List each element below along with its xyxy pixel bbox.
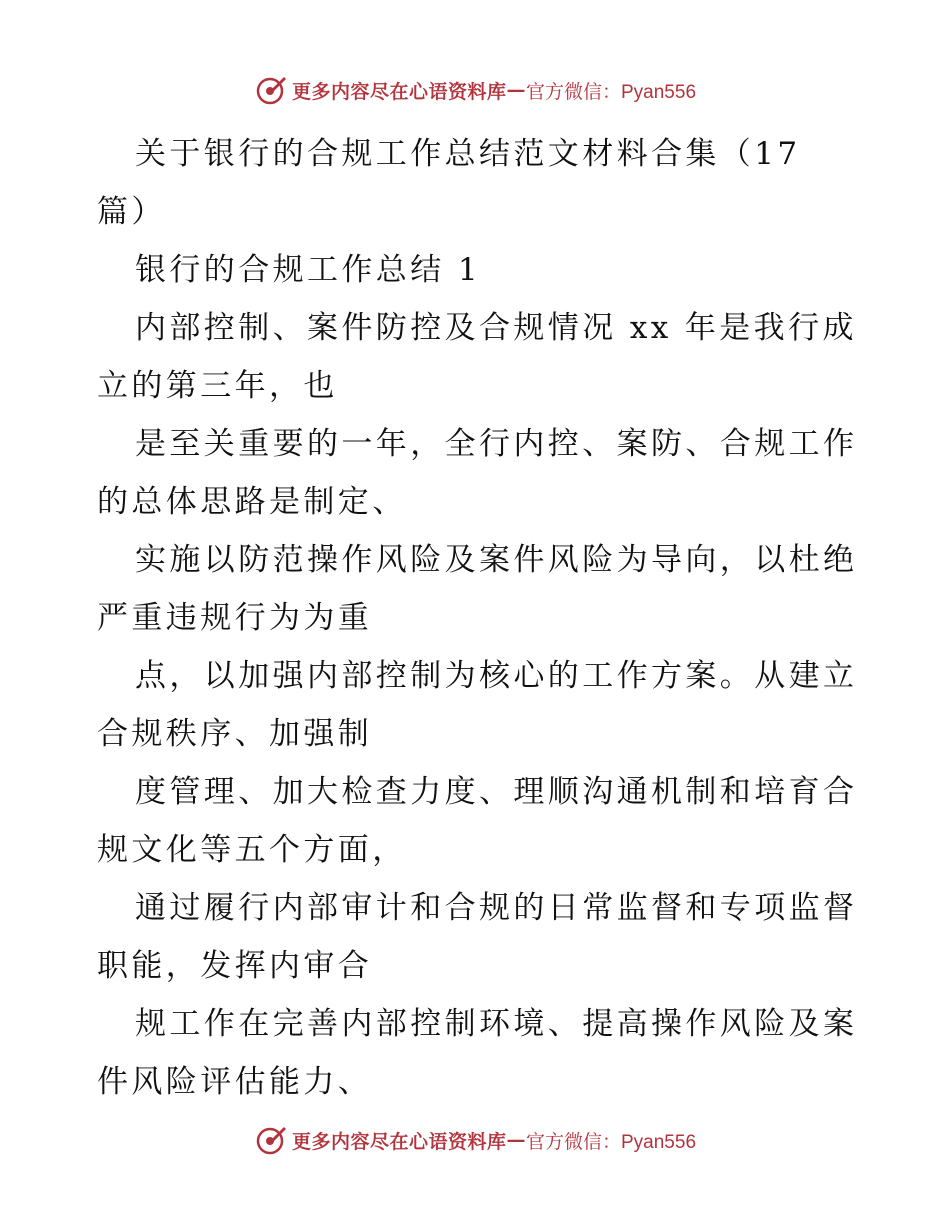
- banner-dash: —: [506, 79, 526, 101]
- banner-wechat-text: 官方微信：Pyan556: [526, 81, 697, 103]
- banner-site-text: 更多内容尽在心语资料库: [291, 1130, 507, 1153]
- body-paragraph: 度管理、加大检查力度、理顺沟通机制和培育合 规文化等五个方面，: [97, 774, 858, 868]
- banner-dash: —: [506, 1129, 526, 1151]
- body-paragraph: 实施以防范操作风险及案件风险为导向，以杜绝 严重违规行为为重: [97, 542, 858, 636]
- banner-wechat-text: 官方微信：Pyan556: [526, 1131, 697, 1153]
- section-heading: 银行的合规工作总结 1: [135, 252, 481, 288]
- document-body: [97, 125, 857, 1111]
- body-paragraph: 是至关重要的一年，全行内控、案防、合规工作 的总体思路是制定、: [97, 426, 858, 520]
- body-paragraph: 通过履行内部审计和合规的日常监督和专项监督 职能，发挥内审合: [97, 890, 858, 984]
- body-paragraph: 内部控制、案件防控及合规情况 xx 年是我行成 立的第三年，也: [97, 310, 857, 404]
- header-watermark-banner: [0, 70, 950, 110]
- footer-watermark-banner: [0, 1120, 950, 1160]
- doc-title: 关于银行的合规工作总结范文材料合集（17 篇）: [97, 136, 801, 230]
- pen-logo-icon: [254, 1123, 288, 1157]
- body-paragraph: 规工作在完善内部控制环境、提高操作风险及案 件风险评估能力、: [97, 1006, 858, 1100]
- body-paragraph: 点，以加强内部控制为核心的工作方案。从建立 合规秩序、加强制: [97, 658, 858, 752]
- pen-logo-icon: [254, 73, 288, 107]
- banner-site-text: 更多内容尽在心语资料库: [291, 80, 507, 103]
